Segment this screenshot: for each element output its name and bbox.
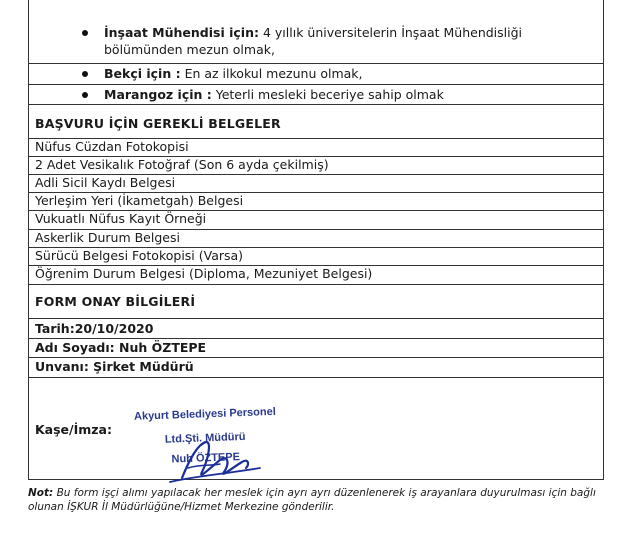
- divider: [29, 63, 603, 64]
- divider: [29, 338, 603, 339]
- document-item: Yerleşim Yeri (İkametgah) Belgesi: [35, 193, 244, 208]
- document-item: Sürücü Belgesi Fotokopisi (Varsa): [35, 248, 244, 263]
- document-item: 2 Adet Vesikalık Fotoğraf (Son 6 ayda çekilmiş): [35, 157, 329, 172]
- document-item: Askerlik Durum Belgesi: [35, 230, 180, 245]
- document-item: Adli Sicil Kaydı Belgesi: [35, 175, 176, 190]
- requirement-role: Bekçi için :: [104, 66, 181, 81]
- divider: [29, 377, 603, 378]
- approver-name: Adı Soyadı: Nuh ÖZTEPE: [35, 340, 207, 355]
- document-item: Vukuatlı Nüfus Kayıt Örneği: [35, 211, 207, 226]
- bullet-icon: [82, 71, 88, 77]
- divider: [29, 479, 603, 480]
- requirement-role: Marangoz için :: [104, 87, 212, 102]
- approver-title: Unvanı: Şirket Müdürü: [35, 359, 194, 374]
- requirement-desc: Yeterli mesleki beceriye sahip olmak: [211, 87, 444, 102]
- divider: [29, 284, 603, 285]
- requirement-role: İnşaat Mühendisi için:: [104, 25, 259, 40]
- divider: [29, 318, 603, 319]
- document-item: Nüfus Cüzdan Fotokopisi: [35, 139, 189, 154]
- note-label: Not:: [28, 487, 54, 499]
- requirement-desc: 4 yıllık üniversitelerin İnşaat Mühendisliği bölümünden mezun olmak,: [104, 25, 523, 57]
- footnote: [28, 486, 608, 514]
- stamp-signature-label: Kaşe/İmza:: [35, 422, 112, 437]
- divider: [29, 104, 603, 105]
- stamp-line: Nuh ÖZTEPE: [171, 451, 241, 466]
- requirement-desc: En az ilkokul mezunu olmak,: [180, 66, 363, 81]
- bullet-icon: [82, 30, 88, 36]
- note-text: Bu form işçi alımı yapılacak her meslek için ayrı ayrı düzenlenerek iş arayanlara duyurulması için bağlı olunan İŞKUR İl Müdürlüğüne/Hizmet Merkezine gönderilir.: [28, 487, 596, 513]
- divider: [29, 357, 603, 358]
- approval-date: Tarih:20/10/2020: [35, 321, 154, 336]
- stamp-line: Akyurt Belediyesi Personel: [133, 405, 277, 423]
- form-approval-heading: FORM ONAY BİLGİLERİ: [35, 294, 196, 309]
- signature: [150, 438, 280, 486]
- documents-heading: BAŞVURU İÇİN GEREKLİ BELGELER: [35, 116, 281, 131]
- document-item: Öğrenim Durum Belgesi (Diploma, Mezuniyet Belgesi): [35, 266, 373, 281]
- application-form: [28, 0, 604, 480]
- stamp-line: Ltd.Şti. Müdürü: [164, 430, 246, 446]
- divider: [29, 84, 603, 85]
- bullet-icon: [82, 92, 88, 98]
